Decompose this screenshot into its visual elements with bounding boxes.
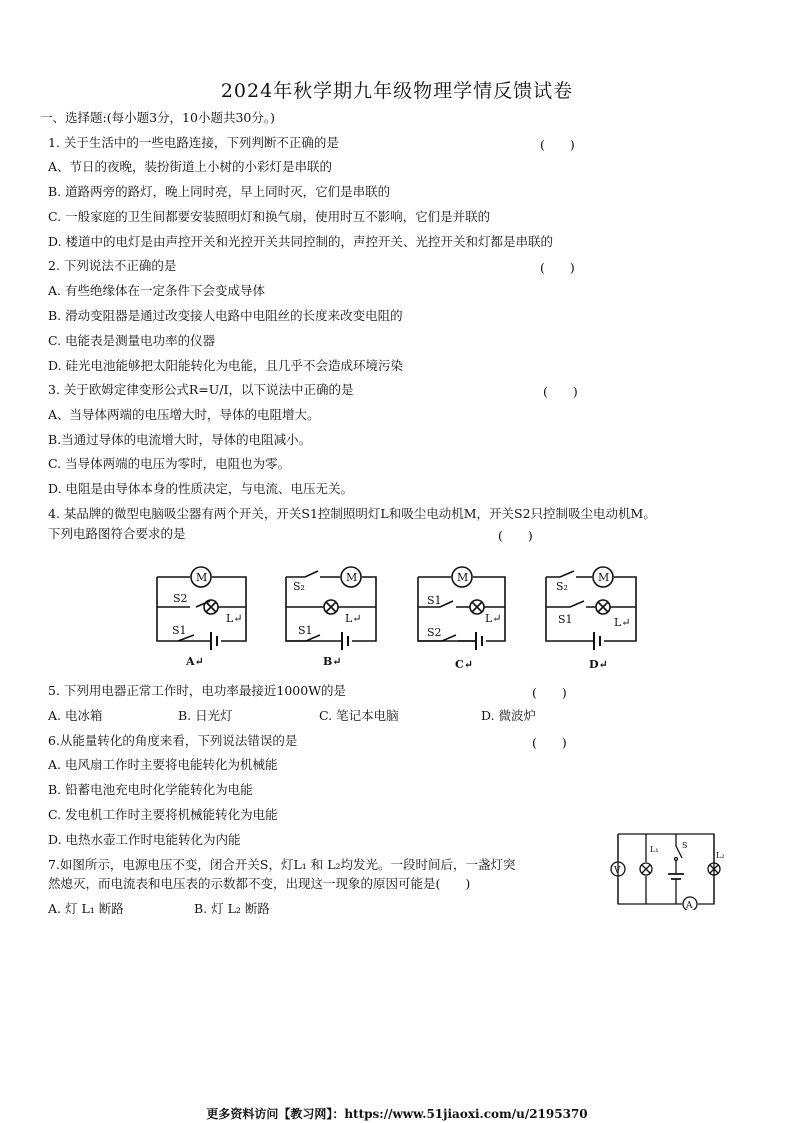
q7-circuit-figure bbox=[606, 830, 736, 910]
q4-circuit-figures bbox=[0, 560, 794, 680]
label-motor: M bbox=[457, 571, 469, 584]
label-s2: S₂ bbox=[556, 580, 568, 593]
circuit-b bbox=[286, 567, 376, 668]
footer-link[interactable]: 更多资料访问【教习网】：https://www.51jiaoxi.com/u/2195370 bbox=[206, 1107, 588, 1121]
q6-option-a: A. 电风扇工作时主要将电能转化为机械能 bbox=[48, 757, 278, 772]
q6-option-b: B. 铅蓄电池充电时化学能转化为电能 bbox=[48, 782, 253, 797]
q2-answer-paren: ( ) bbox=[540, 260, 575, 275]
circuit-d bbox=[546, 567, 636, 671]
q3-option-c: C. 当导体两端的电压为零时，电阻也为零。 bbox=[48, 456, 291, 471]
label-motor: M bbox=[346, 571, 358, 584]
q5-option-b: B. 日光灯 bbox=[178, 708, 233, 723]
q4-stem-line1: 4. 某品牌的微型电脑吸尘器有两个开关，开关S1控制照明灯L和吸尘电动机M，开关S2只控制吸尘电动机M。 bbox=[48, 506, 656, 521]
circuit-a bbox=[157, 567, 246, 668]
label-s1: S1 bbox=[427, 594, 442, 607]
q7-stem-line1: 7.如图所示，电源电压不变，闭合开关S，灯L₁ 和 L₂均发光。一段时间后，一盏灯突 bbox=[48, 857, 516, 872]
q3-answer-paren: ( ) bbox=[543, 384, 578, 399]
label-motor: M bbox=[196, 571, 208, 584]
q5-option-a: A. 电冰箱 bbox=[48, 708, 103, 723]
q2-stem: 2. 下列说法不正确的是 bbox=[48, 258, 177, 273]
q1-option-b: B. 道路两旁的路灯，晚上同时亮，早上同时灭，它们是串联的 bbox=[48, 184, 391, 199]
voltmeter-label: V bbox=[614, 866, 621, 876]
q5-stem: 5. 下列用电器正常工作时，电功率最接近1000W的是 bbox=[48, 683, 347, 698]
q1-option-a: A、节日的夜晚，装扮街道上小树的小彩灯是串联的 bbox=[48, 159, 333, 174]
section-heading: 一、选择题:(每小题3分，10小题共30分。) bbox=[40, 110, 275, 125]
q7-option-b: B. 灯 L₂ 断路 bbox=[194, 901, 270, 916]
q4-stem-line2: 下列电路图符合要求的是 bbox=[48, 526, 186, 541]
q6-stem: 6.从能量转化的角度来看，下列说法错误的是 bbox=[48, 733, 298, 748]
q5-answer-paren: ( ) bbox=[532, 685, 567, 700]
label-s1: S1 bbox=[172, 624, 187, 637]
l1-label: L₁ bbox=[650, 845, 659, 854]
q3-stem: 3. 关于欧姆定律变形公式R=U/I，以下说法中正确的是 bbox=[48, 382, 354, 397]
label-motor: M bbox=[598, 571, 610, 584]
q7-stem-line2: 然熄灭，而电流表和电压表的示数都不变，出现这一现象的原因可能是( ) bbox=[48, 876, 471, 891]
q3-option-b: B.当通过导体的电流增大时，导体的电阻减小。 bbox=[48, 432, 312, 447]
q1-option-d: D. 楼道中的电灯是由声控开关和光控开关共同控制的，声控开关、光控开关和灯都是串联的 bbox=[48, 234, 554, 249]
q5-option-c: C. 笔记本电脑 bbox=[319, 708, 399, 723]
q2-option-c: C. 电能表是测量电功率的仪器 bbox=[48, 333, 216, 348]
q7-option-a: A. 灯 L₁ 断路 bbox=[48, 901, 124, 916]
q1-stem: 1. 关于生活中的一些电路连接，下列判断不正确的是 bbox=[48, 135, 339, 150]
label-option-d: D↵ bbox=[589, 658, 608, 671]
q1-answer-paren: ( ) bbox=[540, 137, 575, 152]
label-lamp: L↵ bbox=[345, 612, 362, 625]
q6-option-d: D. 电热水壶工作时电能转化为内能 bbox=[48, 832, 241, 847]
ammeter-label: A bbox=[686, 901, 693, 910]
l2-label: L₂ bbox=[716, 851, 725, 860]
q2-option-d: D. 硅光电池能够把太阳能转化为电能，且几乎不会造成环境污染 bbox=[48, 358, 404, 373]
q6-answer-paren: ( ) bbox=[532, 735, 567, 750]
q1-option-c: C. 一般家庭的卫生间都要安装照明灯和换气扇，使用时互不影响，它们是并联的 bbox=[48, 209, 491, 224]
label-option-c: C↵ bbox=[455, 658, 473, 671]
label-lamp: L↵ bbox=[485, 612, 502, 625]
label-option-a: A↵ bbox=[186, 655, 204, 668]
label-s2: S₂ bbox=[293, 580, 305, 593]
label-s2: S2 bbox=[427, 626, 442, 639]
q4-answer-paren: ( ) bbox=[498, 528, 533, 543]
label-s2: S2 bbox=[173, 592, 188, 605]
circuit-c bbox=[418, 567, 505, 671]
q2-option-b: B. 滑动变阻器是通过改变接人电路中电阻丝的长度来改变电阻的 bbox=[48, 308, 403, 323]
page-title: 2024年秋学期九年级物理学情反馈试卷 bbox=[220, 80, 574, 102]
label-lamp: L↵ bbox=[226, 612, 243, 625]
label-s1: S1 bbox=[558, 613, 573, 626]
label-option-b: B↵ bbox=[323, 655, 342, 668]
q2-option-a: A. 有些绝缘体在一定条件下会变成导体 bbox=[48, 283, 265, 298]
label-s1: S1 bbox=[298, 624, 313, 637]
q3-option-a: A、当导体两端的电压增大时，导体的电阻增大。 bbox=[48, 407, 320, 422]
label-lamp: L↵ bbox=[614, 616, 631, 629]
q3-option-d: D. 电阻是由导体本身的性质决定，与电流、电压无关。 bbox=[48, 481, 354, 496]
q5-option-d: D. 微波炉 bbox=[481, 708, 537, 723]
switch-label: S bbox=[682, 841, 688, 850]
q6-option-c: C. 发电机工作时主要将机械能转化为电能 bbox=[48, 807, 278, 822]
